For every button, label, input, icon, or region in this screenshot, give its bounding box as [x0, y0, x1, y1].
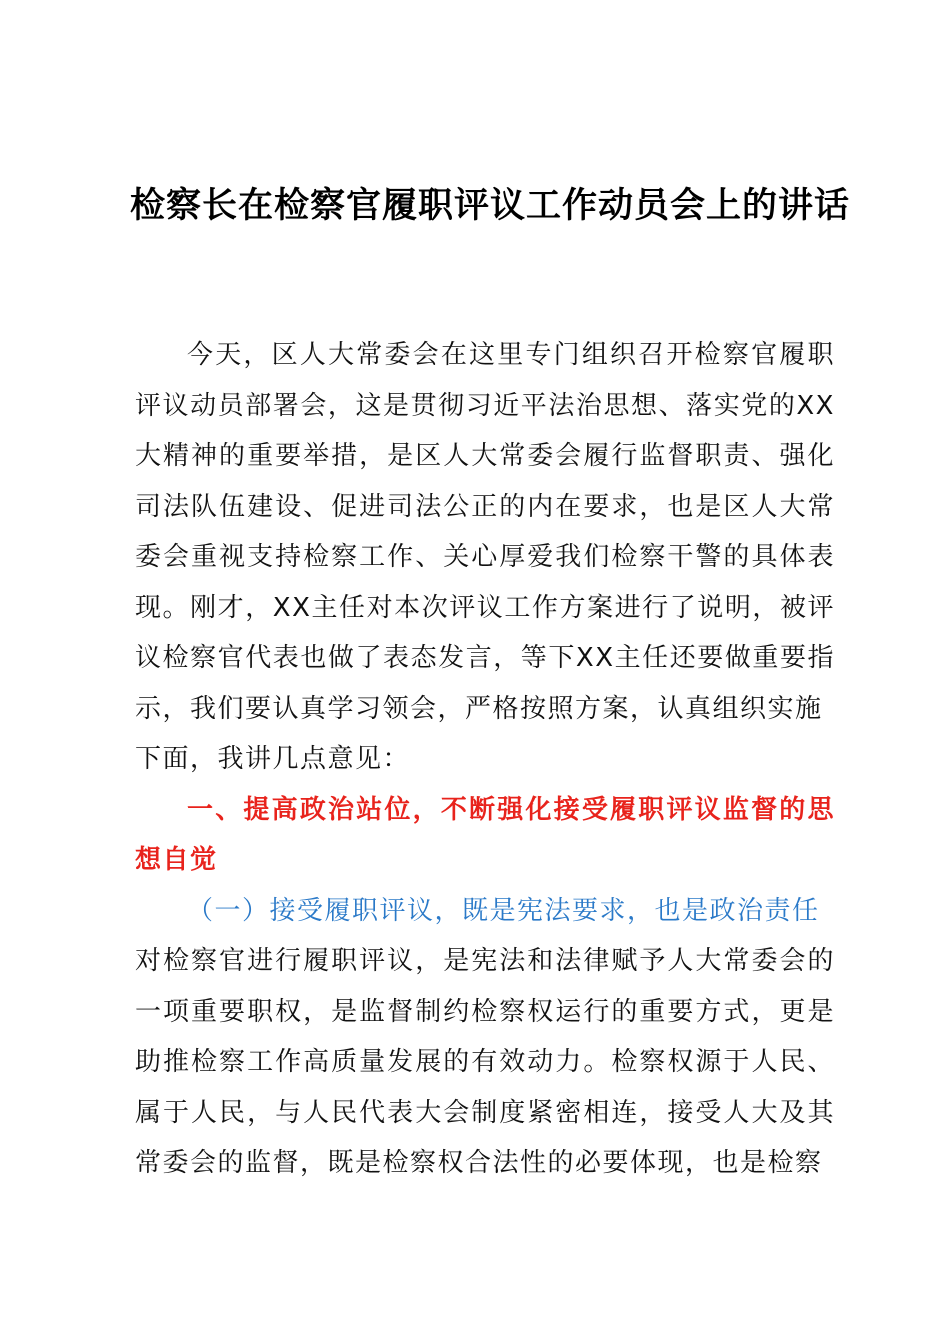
- transition-paragraph: 下面，我讲几点意见：: [135, 744, 411, 774]
- section-heading-1: 一、提高政治站位，不断强化接受履职评议监督的思想自觉: [135, 794, 835, 875]
- subsection-1-body: 对检察官进行履职评议，是宪法和法律赋予人大常委会的一项重要职权，是监督制约检察权运行的重要方式，更是助推检察工作高质量发展的有效动力。检察权源于人民、属于人民，与人民代表大会制度紧密相连，接受人大及其常委会的监督，既是检察权合法性的必要体现，也是检察: [135, 946, 835, 1178]
- document-body: [135, 330, 835, 1189]
- intro-paragraph: 今天，区人大常委会在这里专门组织召开检察官履职评议动员部署会，这是贯彻习近平法治思想、落实党的XX大精神的重要举措，是区人大常委会履行监督职责、强化司法队伍建设、促进司法公正的内在要求，也是区人大常委会重视支持检察工作、关心厚爱我们检察干警的具体表现。刚才，XX主任对本次评议工作方案进行了说明，被评议检察官代表也做了表态发言，等下XX主任还要做重要指示，我们要认真学习领会，严格按照方案，认真组织实施: [135, 340, 835, 724]
- subsection-heading-1: （一）接受履职评议，既是宪法要求，也是政治责任: [187, 895, 820, 926]
- document-title: 检察长在检察官履职评议工作动员会上的讲话: [129, 186, 850, 226]
